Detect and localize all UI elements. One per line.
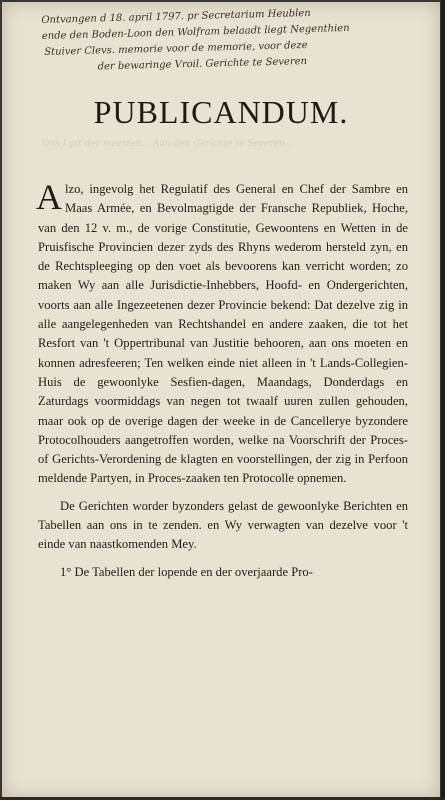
paragraph [36, 177, 408, 489]
document-body [36, 177, 408, 590]
handwritten-line: Ontvangen d 18. april 1797. pr Secretarium Heublen [41, 7, 311, 26]
drop-cap: A [36, 177, 62, 217]
paragraph: 1° De Tabellen der lopende en der overjaarde Pro- [60, 564, 313, 579]
bleed-through-text: Ons Lyst der meesten... Aan den Gerichte te Severen... [42, 139, 294, 149]
document-title: PUBLICANDUM. [93, 94, 349, 130]
handwritten-line: Stuiver Clevs. memorie voor de memorie, voor deze [44, 39, 308, 58]
handwritten-line: ende den Boden-Loon den Wolfram belaadt liegt Negenthien [41, 22, 350, 42]
page-edge [441, 0, 445, 800]
handwritten-note [41, 3, 421, 77]
paragraph: De Gerichten worder byzonders gelast de gewoonlyke Berichten en Tabellen aan ons in te zenden. en Wy verwagten van dezelve voor 't einde van naastkomenden Mey. [38, 498, 408, 552]
document-page [2, 2, 440, 798]
paragraph-text: lzo, ingevolg het Regulatif des General en Chef der Sambre en Maas Armée, en Bevolmagtigde der Fransche Republiek, Hoche, van den 12 v. m., de vorige Constitutie, Gewoontens en Wetten in de Pruisfische Provincien dezer zyds des Rhyns wederom hersteld zyn, en de Rechtspleeging op den voet als bevoorens kan verricht worden; zo maken Wy aan alle Jurisdictie-Inhebbers, Hoofd- en Ondergerichten, voorts aan alle Ingezeetenen dezer Provincie bekend: Dat dezelve zig in alle aangelegenheden van Rechtshandel en andere zaaken, die tot het Resfort van 't Oppertribunal van Justitie behooren, aan ons moeten en konnen adresfeeren; Ten welken einde niet alleen in 't Lands-Collegien-Huis de gewoonlyke Sesfien-dagen, Maandags, Donderdags en Zaturdags voormiddags van negen tot twaalf uuren zullen gehouden, maar ook op de overige dagen der weeke in de Cancellerye byzondere Protocolhouders aangetroffen worden, welke na Voorschrift der Proces- of Gerichts-Verordening de klagten en voorstellingen, der zig in Perfoon meldende Partyen, in Proces-zaaken ten Protocolle opnemen. [38, 182, 408, 486]
handwritten-line: der bewaringe Vroil. Gerichte te Severen [97, 56, 308, 73]
